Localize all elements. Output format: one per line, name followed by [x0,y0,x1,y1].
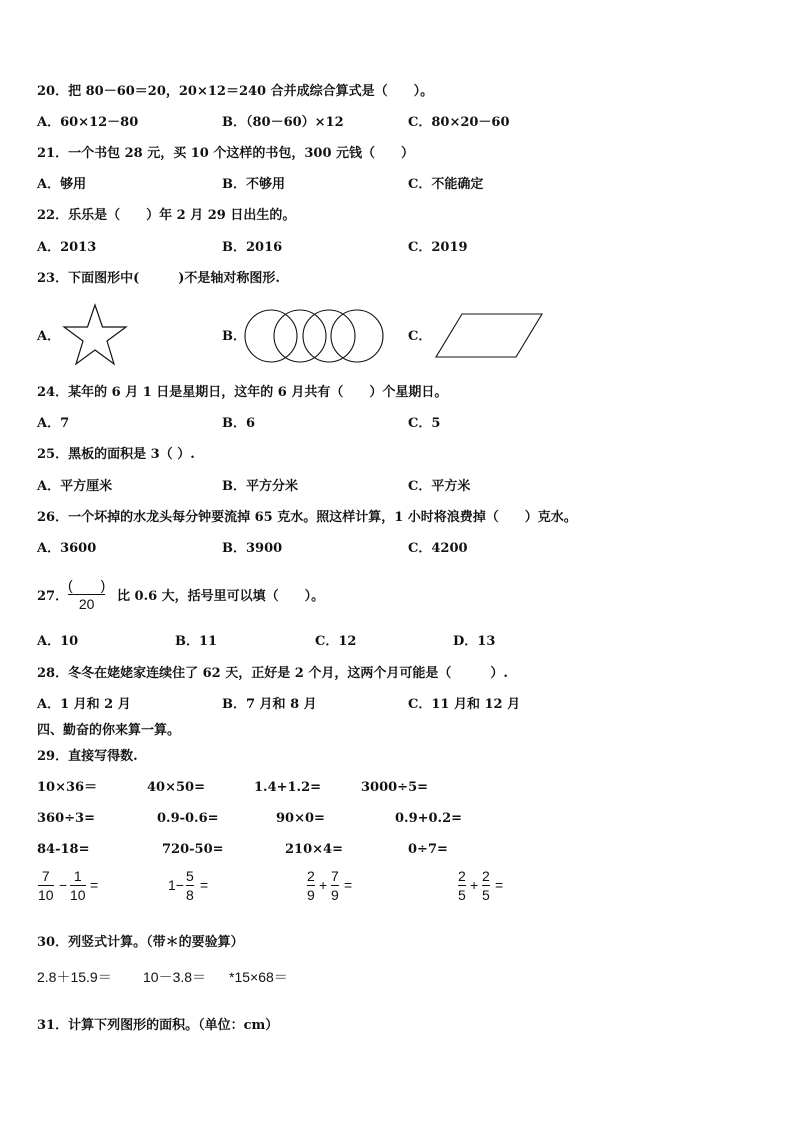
numerator: 1 [73,868,82,884]
q25-option-c[interactable]: C．平方米 [408,479,471,494]
q29-item: 720-50= [162,842,224,857]
parallelogram-icon [434,312,546,360]
operator: + [470,877,479,893]
fraction-bar [331,885,339,886]
q27-option-a[interactable]: A．10 [37,634,79,649]
q27-option-d[interactable]: D．13 [453,634,496,649]
equals-sign: = [495,877,504,893]
numerator: 2 [307,868,315,884]
q22-option-c[interactable]: C．2019 [408,240,468,255]
fraction [307,868,315,903]
q27-fraction-numerator: ( ) [68,577,106,593]
q27-option-b[interactable]: B．11 [175,634,218,649]
overlapping-circles-icon [244,308,384,364]
numerator: 2 [458,868,466,884]
fraction [38,868,54,903]
fraction-bar [186,885,194,886]
denominator: 9 [307,887,315,903]
equals-sign: = [200,877,209,893]
fraction [70,868,86,903]
q27-fraction-denominator: 20 [78,596,95,612]
q24-text: 24．某年的 6 月 1 日是星期日，这年的 6 月共有（ ）个星期日。 [37,385,448,400]
fraction-bar [68,594,105,595]
denominator: 5 [482,887,490,903]
q31-text: 31．计算下列图形的面积。（单位：cm） [37,1018,279,1033]
q27-option-c[interactable]: C．12 [315,634,357,649]
q24-option-b[interactable]: B．6 [222,416,256,431]
operator: − [59,877,68,893]
q30-expression: *15×68＝ [229,969,288,985]
denominator: 10 [38,887,54,903]
q24-option-a[interactable]: A．7 [37,416,70,431]
q29-item: 40×50= [147,780,205,795]
q25-option-a[interactable]: A．平方厘米 [37,479,113,494]
denominator: 8 [186,887,194,903]
q23-option-c[interactable]: C． [408,329,432,344]
q29-item: 0.9+0.2= [395,811,463,826]
q25-text: 25．黑板的面积是 3（ ）. [37,447,195,462]
q28-option-c[interactable]: C．11 月和 12 月 [408,697,521,712]
q26-option-a[interactable]: A．3600 [37,541,97,556]
q21-option-c[interactable]: C．不能确定 [408,177,484,192]
fraction-bar [70,885,86,886]
equals-sign: = [344,877,353,893]
q23-option-a[interactable]: A． [37,329,61,344]
fraction-bar [458,885,466,886]
q27-text: 比 0.6 大，括号里可以填（ ）。 [117,589,325,604]
q27-fraction [68,577,105,612]
q23-option-b[interactable]: B． [222,329,246,344]
q29-item: 10×36＝ [37,780,98,795]
numerator: 2 [482,868,490,884]
equals-sign: = [90,877,99,893]
q26-text: 26．一个坏掉的水龙头每分钟要流掉 65 克水。照这样计算，1 小时将浪费掉（ ）克水。 [37,510,577,525]
q29-item: 0÷7= [408,842,448,857]
numerator: 7 [41,868,50,884]
q20-text: 20．把 80－60＝20，20×12＝240 合并成综合算式是（ ）。 [37,84,434,99]
q20-option-a[interactable]: A．60×12－80 [37,115,139,130]
q30-text: 30．列竖式计算。（带＊的要验算） [37,935,244,950]
denominator: 9 [331,887,339,903]
q27-number: 27． [37,589,69,604]
q21-text: 21．一个书包 28 元，买 10 个这样的书包，300 元钱（ ） [37,146,415,161]
fraction-bar [482,885,490,886]
q23-text: 23．下面图形中( )不是轴对称图形. [37,271,280,286]
q22-option-b[interactable]: B．2016 [222,240,283,255]
fraction [186,868,194,903]
section-heading: 四、勤奋的你来算一算。 [37,723,181,738]
q22-text: 22．乐乐是（ ）年 2 月 29 日出生的。 [37,208,296,223]
q29-item: 90×0= [276,811,325,826]
q29-item: 1.4+1.2= [254,780,322,795]
operator: + [319,877,328,893]
q21-option-a[interactable]: A．够用 [37,177,87,192]
numerator: 7 [331,868,339,884]
fraction [331,868,339,903]
q20-option-c[interactable]: C．80×20－60 [408,115,510,130]
q29-item: 84-18= [37,842,90,857]
q30-expression: 10－3.8＝ [143,969,207,985]
numerator: 5 [186,868,194,884]
q29-item: 0.9-0.6= [157,811,219,826]
q20-option-b[interactable]: B．（80－60）×12 [222,115,344,130]
q28-option-a[interactable]: A．1 月和 2 月 [37,697,131,712]
q26-option-b[interactable]: B．3900 [222,541,283,556]
q28-text: 28．冬冬在姥姥家连续住了 62 天，正好是 2 个月，这两个月可能是（ ）. [37,666,508,681]
denominator: 10 [70,887,86,903]
q30-expression: 2.8＋15.9＝ [37,969,112,985]
q28-option-b[interactable]: B．7 月和 8 月 [222,697,317,712]
q24-option-c[interactable]: C．5 [408,416,441,431]
q21-option-b[interactable]: B．不够用 [222,177,285,192]
q22-option-a[interactable]: A．2013 [37,240,97,255]
q25-option-b[interactable]: B．平方分米 [222,479,298,494]
q29-item: 210×4= [285,842,343,857]
denominator: 5 [458,887,466,903]
star-icon [60,302,130,370]
q29-text: 29．直接写得数. [37,749,138,764]
fraction [458,868,466,903]
fraction-bar [307,885,315,886]
fraction [482,868,490,903]
q26-option-c[interactable]: C．4200 [408,541,468,556]
q29-item: 3000÷5= [361,780,429,795]
whole-number: 1− [168,877,184,893]
q29-item: 360÷3= [37,811,95,826]
fraction-bar [38,885,54,886]
